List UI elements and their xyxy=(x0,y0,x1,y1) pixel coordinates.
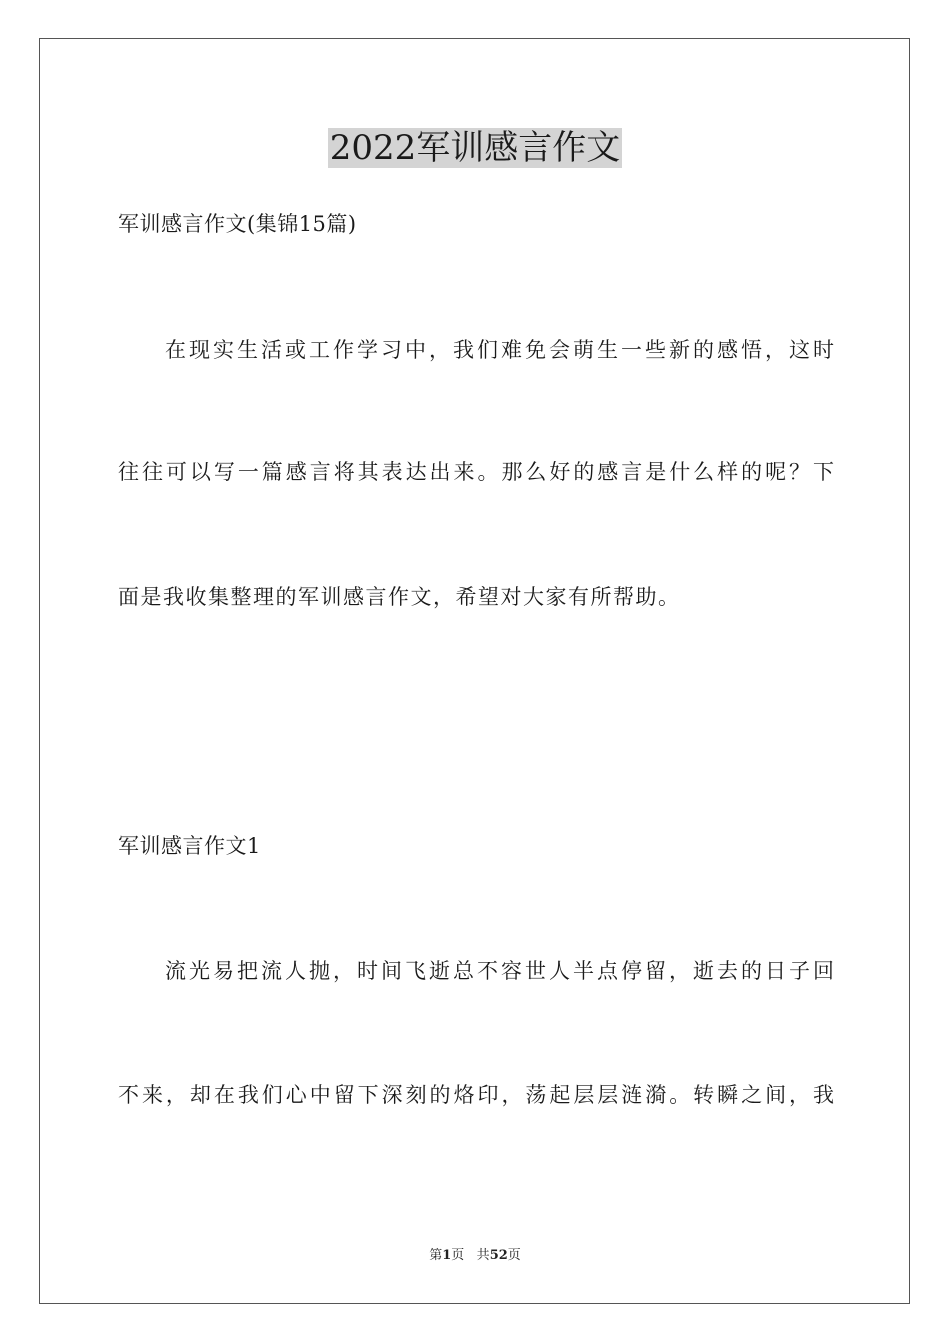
intro-paragraph-line-2: 往往可以写一篇感言将其表达出来。那么好的感言是什么样的呢？下 xyxy=(118,460,834,484)
footer-page-prefix: 第 xyxy=(429,1248,443,1263)
page-footer xyxy=(0,1247,950,1265)
document-title-text: 2022军训感言作文 xyxy=(329,128,621,168)
footer-total-pages: 52 xyxy=(489,1248,508,1263)
intro-paragraph-line-3: 面是我收集整理的军训感言作文，希望对大家有所帮助。 xyxy=(118,585,681,609)
footer-total-suffix: 页 xyxy=(507,1248,521,1263)
section-paragraph-line-2: 不来，却在我们心中留下深刻的烙印，荡起层层涟漪。转瞬之间，我 xyxy=(118,1083,834,1107)
section-paragraph-line-1: 流光易把流人抛，时间飞逝总不容世人半点停留，逝去的日子回 xyxy=(165,959,834,983)
footer-page-number: 1 xyxy=(442,1248,452,1263)
document-title xyxy=(0,126,950,170)
document-subtitle: 军训感言作文(集锦15篇) xyxy=(118,212,357,236)
section-heading: 军训感言作文1 xyxy=(118,834,261,858)
footer-page-suffix: 页 xyxy=(451,1248,465,1263)
intro-paragraph-line-1: 在现实生活或工作学习中，我们难免会萌生一些新的感悟，这时 xyxy=(165,338,834,362)
footer-total-prefix: 共 xyxy=(476,1248,490,1263)
